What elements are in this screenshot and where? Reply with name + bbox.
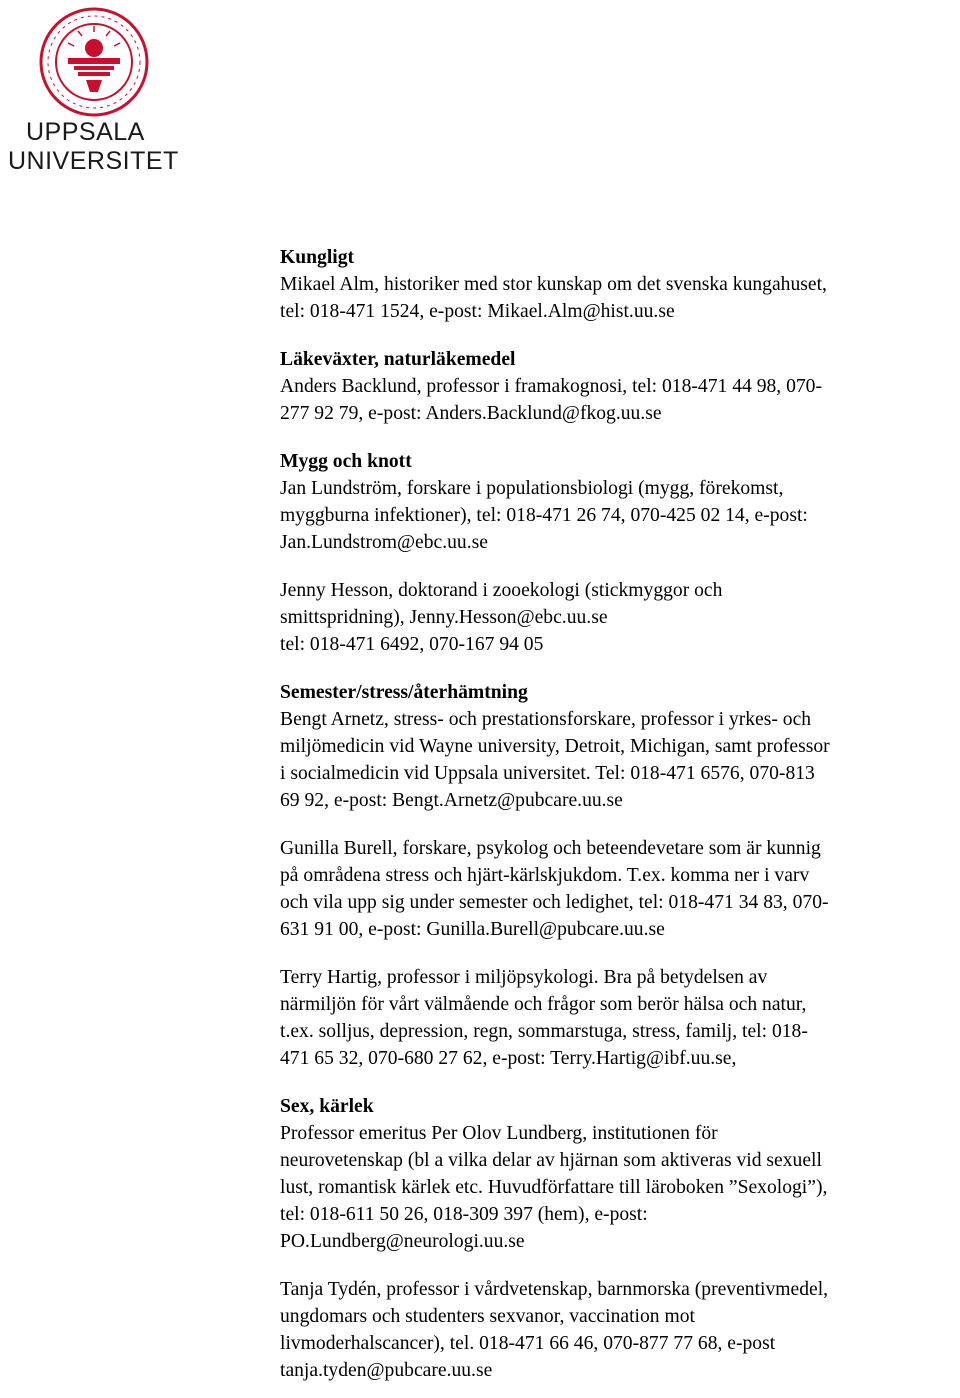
text-line: Gunilla Burell, forskare, psykolog och beteendevetare som är kunnig xyxy=(280,838,821,859)
expert-entry xyxy=(280,1276,950,1384)
text-line: t.ex. solljus, depression, regn, sommarstuga, stress, familj, tel: 018- xyxy=(280,1021,808,1042)
text-line: 471 65 32, 070-680 27 62, e-post: Terry.Hartig@ibf.uu.se, xyxy=(280,1048,737,1069)
expert-list xyxy=(280,244,950,1384)
text-line: 277 92 79, e-post: Anders.Backlund@fkog.uu.se xyxy=(280,403,662,424)
section-lakevaxter xyxy=(280,346,950,427)
section-sex-karlek xyxy=(280,1093,950,1384)
text-line: Professor emeritus Per Olov Lundberg, institutionen för xyxy=(280,1123,718,1144)
university-seal-icon xyxy=(38,6,150,118)
text-line: 631 91 00, e-post: Gunilla.Burell@pubcare.uu.se xyxy=(280,919,665,940)
text-line: Jan Lundström, forskare i populationsbiologi (mygg, förekomst, xyxy=(280,478,784,499)
text-line: Jan.Lundstrom@ebc.uu.se xyxy=(280,532,488,553)
text-line: neurovetenskap (bl a vilka delar av hjärnan som aktiveras vid sexuell xyxy=(280,1150,822,1171)
section-mygg xyxy=(280,448,950,658)
text-line: smittspridning), Jenny.Hesson@ebc.uu.se xyxy=(280,607,608,628)
text-line: PO.Lundberg@neurologi.uu.se xyxy=(280,1231,525,1252)
text-line: tel: 018-471 6492, 070-167 94 05 xyxy=(280,634,544,655)
expert-entry xyxy=(280,373,950,427)
expert-entry xyxy=(280,964,950,1072)
text-line: 69 92, e-post: Bengt.Arnetz@pubcare.uu.se xyxy=(280,790,623,811)
text-line: och vila upp sig under semester och ledighet, tel: 018-471 34 83, 070- xyxy=(280,892,829,913)
text-line: tanja.tyden@pubcare.uu.se xyxy=(280,1360,493,1381)
text-line: i socialmedicin vid Uppsala universitet. Tel: 018-471 6576, 070-813 xyxy=(280,763,815,784)
section-heading: Mygg och knott xyxy=(280,451,412,472)
section-heading: Kungligt xyxy=(280,247,355,268)
text-line: närmiljön för vårt välmående och frågor som berör hälsa och natur, xyxy=(280,994,807,1015)
text-line: lust, romantisk kärlek etc. Huvudförfattare till läroboken ”Sexologi”), xyxy=(280,1177,828,1198)
text-line: livmoderhalscancer), tel. 018-471 66 46, 070-877 77 68, e-post xyxy=(280,1333,776,1354)
wordmark-line-1: UPPSALA xyxy=(26,118,145,146)
section-semester xyxy=(280,679,950,1072)
section-heading: Semester/stress/återhämtning xyxy=(280,682,528,703)
expert-entry xyxy=(280,1120,950,1255)
expert-entry xyxy=(280,475,950,556)
text-line: Mikael Alm, historiker med stor kunskap om det svenska kungahuset, xyxy=(280,274,827,295)
text-line: myggburna infektioner), tel: 018-471 26 74, 070-425 02 14, e-post: xyxy=(280,505,808,526)
expert-entry xyxy=(280,271,950,325)
section-heading: Läkeväxter, naturläkemedel xyxy=(280,349,516,370)
wordmark-line-2: UNIVERSITET xyxy=(8,147,179,175)
text-line: Tanja Tydén, professor i vårdvetenskap, barnmorska (preventivmedel, xyxy=(280,1279,829,1300)
expert-entry xyxy=(280,835,950,943)
text-line: Bengt Arnetz, stress- och prestationsforskare, professor i yrkes- och xyxy=(280,709,812,730)
text-line: Terry Hartig, professor i miljöpsykologi. Bra på betydelsen av xyxy=(280,967,768,988)
text-line: på områdena stress och hjärt-kärlskjukdom. T.ex. komma ner i varv xyxy=(280,865,810,886)
text-line: Anders Backlund, professor i framakognosi, tel: 018-471 44 98, 070- xyxy=(280,376,822,397)
text-line: ungdomars och studenters sexvanor, vaccination mot xyxy=(280,1306,695,1327)
expert-entry xyxy=(280,706,950,814)
text-line: tel: 018-471 1524, e-post: Mikael.Alm@hist.uu.se xyxy=(280,301,675,322)
text-line: miljömedicin vid Wayne university, Detroit, Michigan, samt professor xyxy=(280,736,830,757)
text-line: Jenny Hesson, doktorand i zooekologi (stickmyggor och xyxy=(280,580,723,601)
section-kungligt xyxy=(280,244,950,325)
section-heading: Sex, kärlek xyxy=(280,1096,374,1117)
text-line: tel: 018-611 50 26, 018-309 397 (hem), e-post: xyxy=(280,1204,648,1225)
expert-entry xyxy=(280,577,950,658)
university-wordmark xyxy=(8,118,178,176)
